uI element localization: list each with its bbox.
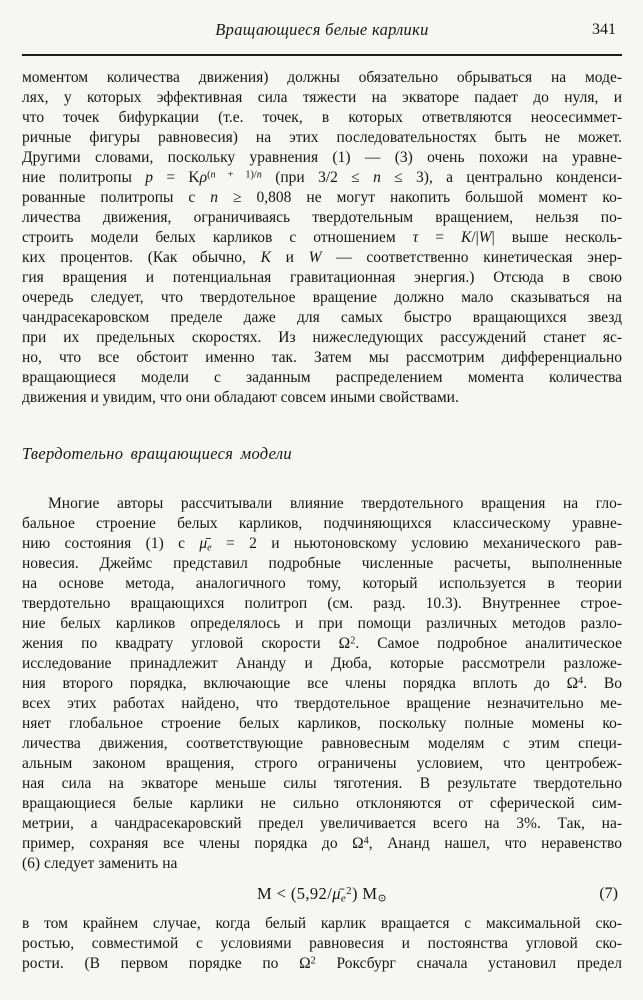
text-line: нию состояния (1) с $\mū_e = 2$ и ньютоновскому условию механического рав- xyxy=(22,535,622,554)
text-line: лях, у которых эффективная сила тяжести на экваторе падает до нуля, и xyxy=(22,89,622,106)
header-rule xyxy=(22,54,622,56)
text-line: ричные фигуры равновесия) на этих последовательностях быть не может. xyxy=(22,129,622,146)
text-line: движения и увидим, что они обладают совсем иными свойствами. xyxy=(22,389,459,406)
text-line: рости. (В первом порядке по $\Omega^2$ Роксбург сначала установил предел xyxy=(22,955,623,972)
text-line: очередь следует, что твердотельное вращение должно мало сказываться на xyxy=(22,289,622,306)
text-line: метрии, а чандрасекаровский предел увеличивается всего на 3%. Так, на- xyxy=(22,815,622,832)
paragraph-after-equation xyxy=(22,914,622,974)
text-line: бальное строение белых карликов, подчиняющихся классическому уравне- xyxy=(22,515,622,532)
page-number: 341 xyxy=(592,21,616,38)
running-head xyxy=(22,20,622,40)
text-line: новесия. Джеймс представил подробные численные расчеты, выполненные xyxy=(22,555,622,572)
paragraph-continuation xyxy=(22,68,622,408)
text-line: (6) следует заменить на xyxy=(22,855,178,872)
text-line: ние политропы $p = K\rho^{(n + 1)/n}$ (при 3/2 ≤ n ≤ 3), а центрально конденси- xyxy=(22,169,622,186)
text-line: в том крайнем случае, когда белый карлик вращается с максимальной ско- xyxy=(22,915,622,932)
text-line: исследование принадлежит Ананду и Дюба, которые рассмотрели разложе- xyxy=(22,655,622,672)
text-line: личества движения, ограничиваясь твердотельным вращением, нельзя по- xyxy=(22,209,622,226)
text-line: альным законом вращения, строго ограничены условием, что центробеж- xyxy=(22,755,622,772)
text-line: няет глобальное строение белых карликов, поскольку полные момены ко- xyxy=(22,715,622,732)
text-line: но, что все обстоит именно так. Затем мы рассмотрим дифференциально xyxy=(22,349,622,366)
equation-formula: $M < (5,92/\mū_e^2)$ $M_⊙$ xyxy=(257,884,387,905)
text-line: вращающиеся белые карлики не сильно отклоняются от сферической сим- xyxy=(22,795,622,812)
text-line: на основе метода, аналогичного тому, который используется в теории xyxy=(22,575,622,592)
text-line: строить модели белых карликов с отношением τ = K/|W| выше несколь- xyxy=(22,229,622,246)
text-line: Другими словами, поскольку уравнения (1) — (3) очень похожи на уравне- xyxy=(22,149,622,166)
text-line: гия вращения и потенциальная гравитационная энергия.) Отсюда в свою xyxy=(22,269,622,286)
text-line: ких процентов. (Как обычно, K и W — соответственно кинетическая энер- xyxy=(22,249,622,266)
text-line: твердотельно вращающихся политроп (см. разд. 10.3). Внутреннее строе- xyxy=(22,595,622,612)
text-line: ние белых карликов определялось и при помощи различных методов разло- xyxy=(22,615,622,632)
text-line: при их предельных скоростях. Из нижеследующих рассуждений станет яс- xyxy=(22,329,622,346)
text-line: ная сила на экваторе меньше силы тяготения. В результате твердотельно xyxy=(22,775,622,792)
section-heading: Твердотельно вращающиеся модели xyxy=(22,444,292,463)
text-line: личества движения, соответствующие равновесным моделям с этим специ- xyxy=(22,735,622,752)
running-head-title: Вращающиеся белые карлики xyxy=(215,20,429,39)
text-line: что точек бифуркации (т.е. точек, в которых ответвляются неосесиммет- xyxy=(22,109,622,126)
text-line: чандрасекаровском пределе даже для самых быстро вращающихся звезд xyxy=(22,309,622,326)
text-line: моментом количества движения) должны обязательно обрываться на моде- xyxy=(22,69,622,86)
paragraph-solid-rotation xyxy=(22,494,622,874)
text-line: жения по квадрату угловой скорости $\Omega^2$. Самое подробное аналитическое xyxy=(22,635,622,652)
text-line: ния второго порядка, включающие все члены порядка вплоть до $\Omega^4$. Во xyxy=(22,675,622,692)
text-line: вращающиеся модели с заданным распределением момента количества xyxy=(22,369,622,386)
text-line: Многие авторы рассчитывали влияние твердотельного вращения на гло- xyxy=(48,495,622,512)
equation-7 xyxy=(22,882,622,906)
text-line: пример, сохраняя все члены порядка до $\Omega^4$, Ананд нашел, что неравенство xyxy=(22,835,622,852)
text-line: ростью, совместимой с условиями равновесия и постоянства угловой ско- xyxy=(22,935,622,952)
text-line: всех этих работах найдено, что твердотельное вращение незначительно ме- xyxy=(22,695,622,712)
equation-number: (7) xyxy=(599,885,618,902)
text-line: рованные политропы с n ≥ 0,808 не могут накопить большой момент ко- xyxy=(22,189,622,206)
